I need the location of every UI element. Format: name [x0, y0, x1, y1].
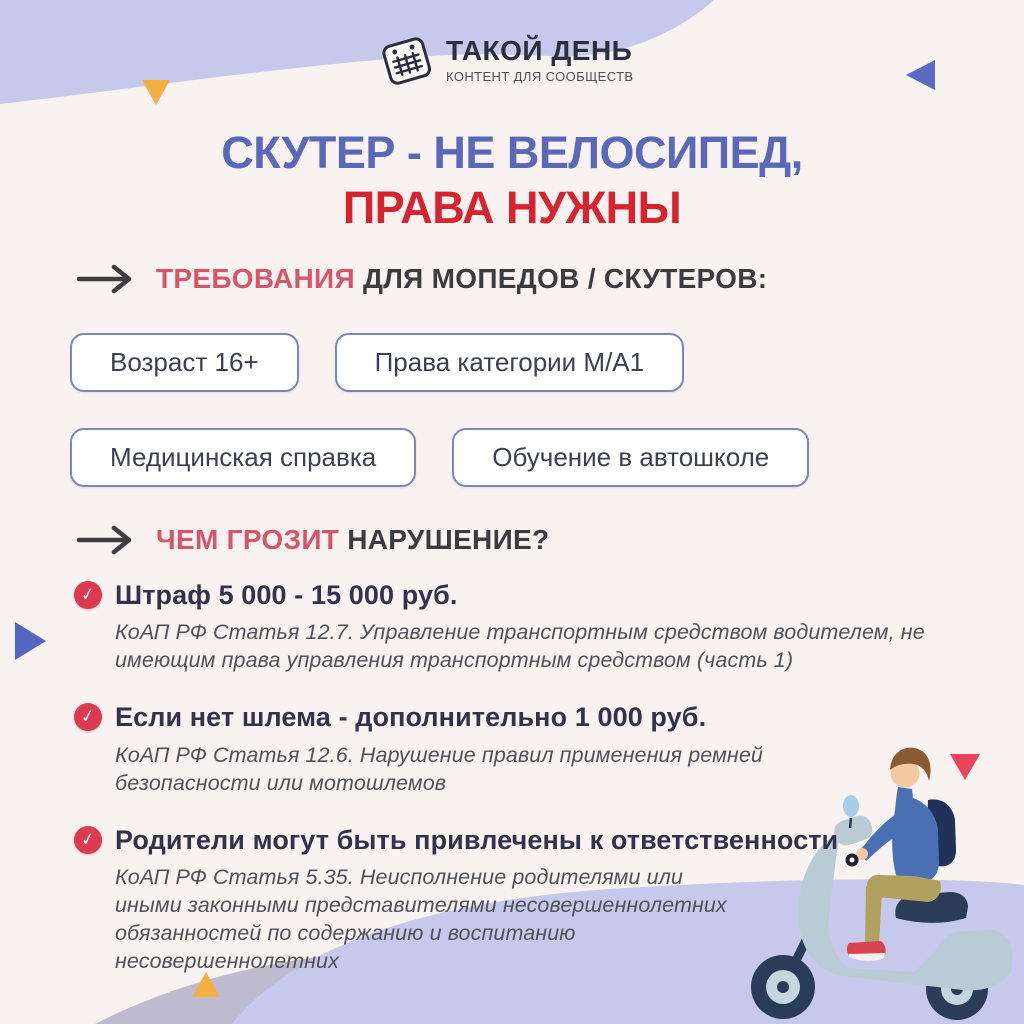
- penalty-list: [74, 579, 964, 1002]
- heading-accent: ЧЕМ ГРОЗИТ: [156, 524, 340, 555]
- triangle-right-blue-icon: [15, 622, 46, 660]
- logo-subtitle: КОНТЕНТ ДЛЯ СООБЩЕСТВ: [446, 69, 634, 85]
- penalty-title: Если нет шлема - дополнительно 1 000 руб.: [115, 702, 707, 733]
- penalty-note: КоАП РФ Статья 12.6. Нарушение правил применения ремней безопасности или мотошлемов: [115, 742, 763, 795]
- penalty-title: Родители могут быть привлечены к ответственности: [115, 824, 839, 855]
- heading-rest: НАРУШЕНИЕ?: [339, 524, 550, 555]
- requirement-pill-license: Права категории М/А1: [335, 333, 685, 392]
- triangle-left-blue-icon: [906, 60, 935, 90]
- penalty-item: [74, 824, 964, 976]
- penalty-note: КоАП РФ Статья 12.7. Управление транспортным средством водителем, не имеющим права управления транспортным средством (часть 1): [115, 620, 925, 673]
- calendar-icon: [378, 30, 436, 90]
- triangle-down-orange-icon: [142, 80, 170, 105]
- arrow-right-icon: [76, 525, 138, 555]
- penalty-item: [74, 701, 964, 797]
- logo-title: ТАКОЙ ДЕНЬ: [446, 34, 633, 66]
- logo: [378, 30, 634, 90]
- poster-title-line-2: ПРАВА НУЖНЫ: [342, 182, 682, 234]
- heading-rest: ДЛЯ МОПЕДОВ / СКУТЕРОВ:: [354, 263, 768, 294]
- poster-title: [0, 126, 1024, 234]
- penalty-title: Штраф 5 000 - 15 000 руб.: [115, 580, 458, 610]
- heading-accent: ТРЕБОВАНИЯ: [156, 263, 355, 294]
- poster-title-line-1: СКУТЕР - НЕ ВЕЛОСИПЕД,: [221, 127, 803, 178]
- section-heading-penalties: [76, 524, 549, 556]
- requirement-pills: [70, 333, 940, 523]
- requirement-pill-school: Обучение в автошколе: [452, 428, 809, 487]
- penalty-note: КоАП РФ Статья 5.35. Неисполнение родителями или иными законными представителями несовершеннолетних обязанностей по содержанию и воспитанию несовершеннолетних: [115, 864, 727, 973]
- arrow-right-icon: [76, 264, 138, 294]
- check-icon: ✓: [72, 823, 104, 855]
- check-icon: ✓: [72, 579, 104, 611]
- requirement-pill-medical: Медицинская справка: [70, 428, 416, 487]
- check-icon: ✓: [72, 701, 104, 733]
- section-heading-requirements: [76, 263, 767, 295]
- penalty-item: [74, 579, 964, 675]
- requirement-pill-age: Возраст 16+: [70, 333, 299, 392]
